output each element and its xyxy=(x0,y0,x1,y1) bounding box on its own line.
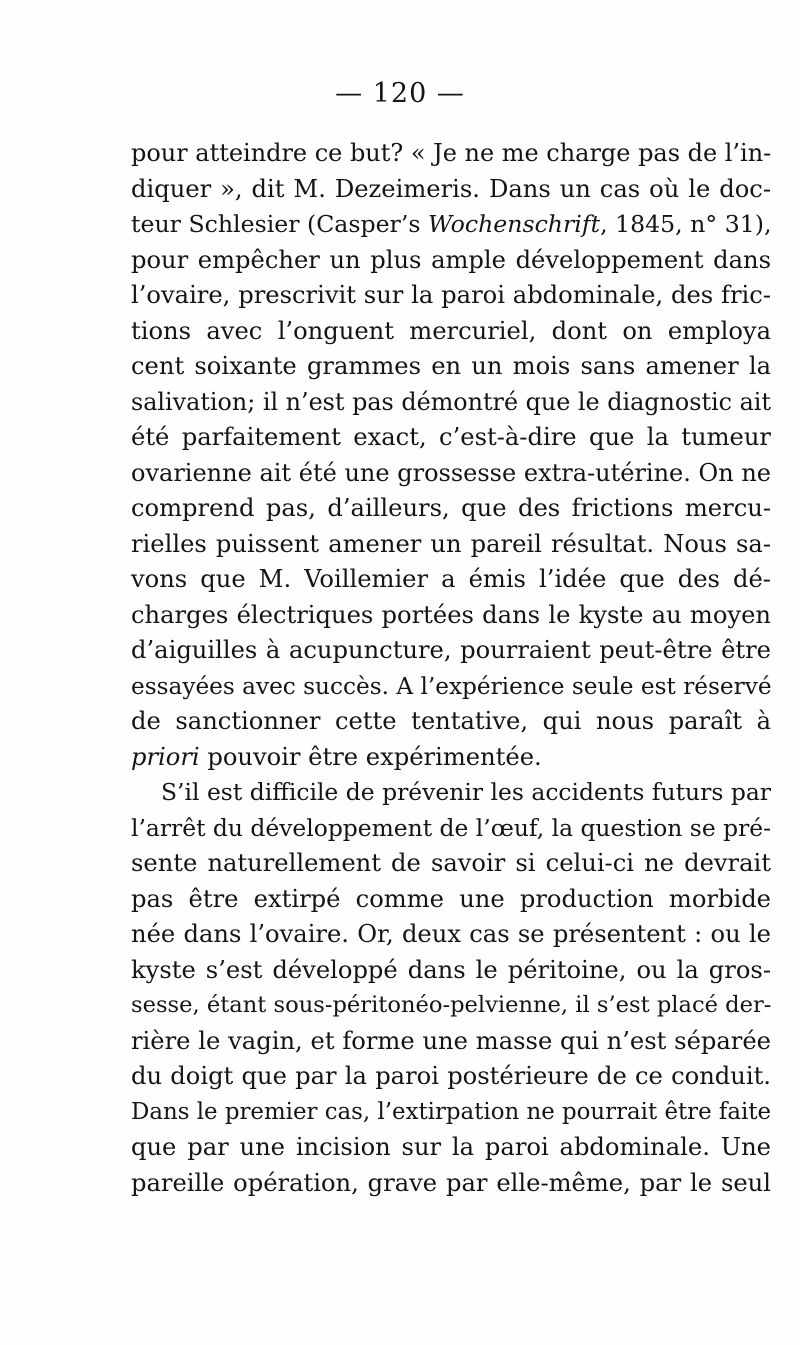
text-line xyxy=(131,917,771,953)
text-line xyxy=(131,172,771,208)
text-run: S’il est difficile de prévenir les accidents futurs par xyxy=(161,778,771,806)
text-line xyxy=(131,1095,771,1131)
text-line xyxy=(131,988,771,1024)
text-line xyxy=(131,633,771,669)
text-run: diquer », dit M. Dezeimeris. Dans un cas où le doc- xyxy=(131,174,771,203)
text-line xyxy=(131,953,771,989)
text-run: salivation; il n’est pas démontré que le diagnostic ait xyxy=(131,387,771,416)
text-line xyxy=(131,598,771,634)
text-line xyxy=(131,420,771,456)
text-run: pour empêcher un plus ample développement dans xyxy=(131,245,771,274)
text-run: sesse, étant sous-péritonéo-pelvienne, il s’est placé der- xyxy=(131,992,772,1018)
text-line xyxy=(131,527,771,563)
text-line xyxy=(131,775,771,811)
text-line xyxy=(131,562,771,598)
text-line xyxy=(131,243,771,279)
body-text xyxy=(131,136,771,1201)
text-run: née dans l’ovaire. Or, deux cas se présentent : ou le xyxy=(131,920,771,948)
text-run: été parfaitement exact, c’est-à-dire que la tumeur xyxy=(131,423,771,451)
text-run: l’ovaire, prescrivit sur la paroi abdominale, des fric- xyxy=(131,281,771,309)
text-run: pas être extirpé comme une production morbide xyxy=(131,884,771,913)
italic-run: Wochenschrift xyxy=(427,210,601,238)
text-line xyxy=(131,456,771,492)
text-line xyxy=(131,846,771,882)
text-line xyxy=(131,278,771,314)
text-run: l’arrêt du développement de l’œuf, la question se pré- xyxy=(131,813,771,842)
page-number: — 120 — xyxy=(335,78,465,109)
text-run: vons que M. Voillemier a émis l’idée que des dé- xyxy=(131,565,771,593)
text-line xyxy=(131,1024,771,1060)
text-line xyxy=(131,314,771,350)
text-run: pour atteindre ce but? « Je ne me charge pas de l’in- xyxy=(131,139,772,167)
text-run: charges électriques portées dans le kyste au moyen xyxy=(131,600,771,629)
text-line xyxy=(131,207,771,243)
text-line xyxy=(131,1059,771,1095)
text-run: que par une incision sur la paroi abdominale. Une xyxy=(131,1133,771,1161)
text-line xyxy=(131,349,771,385)
text-run: pareille opération, grave par elle-même, par le seul xyxy=(131,1168,771,1197)
text-line xyxy=(131,740,771,776)
italic-run: priori xyxy=(131,742,200,771)
text-line xyxy=(131,669,771,705)
text-run: ovarienne ait été une grossesse extra-utérine. On ne xyxy=(131,458,771,487)
text-run: d’aiguilles à acupuncture, pourraient peut-être être xyxy=(131,636,771,664)
text-run: du doigt que par la paroi postérieure de ce conduit. xyxy=(131,1062,771,1090)
text-run: Dans le premier cas, l’extirpation ne pourrait être faite xyxy=(131,1098,772,1125)
text-line xyxy=(131,811,771,847)
text-line xyxy=(131,704,771,740)
text-run: essayées avec succès. A l’expérience seule est réservé xyxy=(131,672,772,700)
text-run: tions avec l’onguent mercuriel, dont on employa xyxy=(131,316,771,345)
text-run: teur Schlesier (Casper’s xyxy=(131,210,428,238)
text-run: kyste s’est développé dans le péritoine, ou la gros- xyxy=(131,955,771,984)
text-line xyxy=(131,136,771,172)
text-line xyxy=(131,1166,771,1202)
text-line xyxy=(131,491,771,527)
text-run: comprend pas, d’ailleurs, que des frictions mercu- xyxy=(131,494,771,522)
text-line xyxy=(131,882,771,918)
text-run: rière le vagin, et forme une masse qui n’est séparée xyxy=(131,1026,771,1055)
text-run: , 1845, n° 31), xyxy=(600,210,772,238)
text-run: de sanctionner cette tentative, qui nous paraît à xyxy=(131,707,771,735)
text-line xyxy=(131,1130,771,1166)
text-run: rielles puissent amener un pareil résultat. Nous sa- xyxy=(131,529,771,558)
text-run: sente naturellement de savoir si celui-ci ne devrait xyxy=(131,849,771,877)
text-run: pouvoir être expérimentée. xyxy=(199,742,542,771)
text-run: cent soixante grammes en un mois sans amener la xyxy=(131,352,771,380)
text-line xyxy=(131,385,771,421)
